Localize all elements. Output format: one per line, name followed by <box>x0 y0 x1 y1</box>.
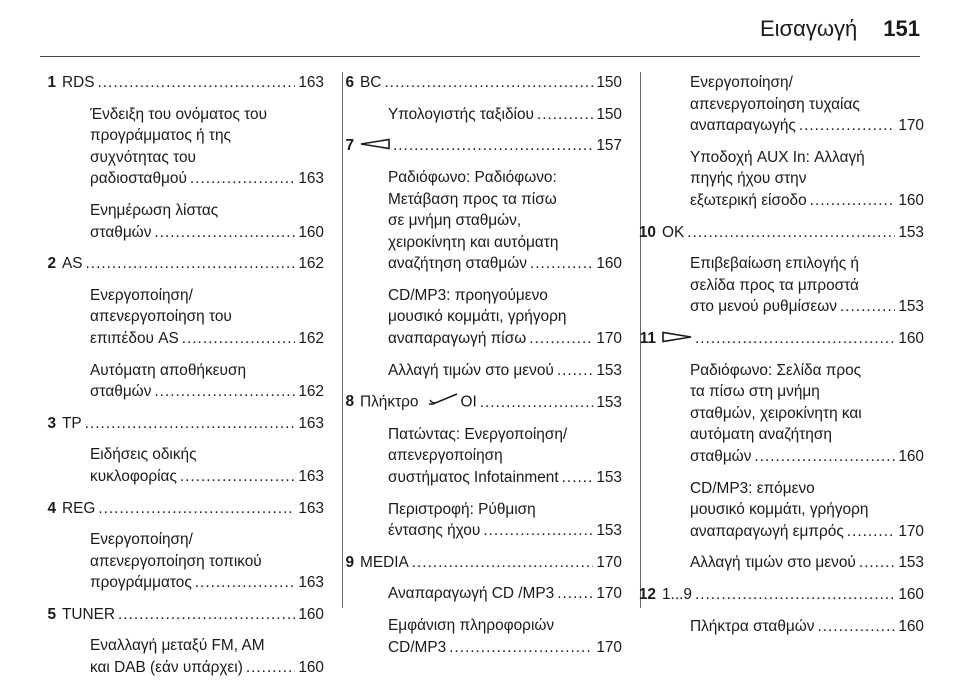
entry-line <box>662 222 924 244</box>
entry-label <box>90 222 151 244</box>
entry-label-text: CD/MP3 <box>388 638 447 656</box>
leader-dots <box>182 328 296 350</box>
leader-dots <box>557 360 594 382</box>
item-number: 12 <box>638 586 656 604</box>
entry-label <box>690 115 796 137</box>
entry-label-text: MEDIA <box>360 553 409 571</box>
page-reference: 153 <box>898 554 924 572</box>
section-title: Εισαγωγή <box>760 16 858 41</box>
entry-line <box>690 190 924 212</box>
entry-label-suffix: OI <box>460 393 477 411</box>
entry-label-text: έντασης ήχου <box>388 522 481 540</box>
entry-line <box>360 552 622 574</box>
entry-label <box>662 328 692 350</box>
right-triangle-icon <box>662 328 692 350</box>
leader-dots <box>412 552 594 574</box>
entry-line <box>388 360 622 382</box>
entry-label <box>388 360 554 382</box>
entry-line <box>690 296 924 318</box>
entry-line <box>388 253 622 275</box>
entry-label-text: σταθμών <box>690 448 752 466</box>
entry-label <box>62 413 82 435</box>
entry-line <box>360 135 622 157</box>
entry-text-line: σε μνήμη σταθμών, <box>388 212 522 230</box>
entry-line <box>62 253 324 275</box>
page-reference: 160 <box>898 191 924 209</box>
index-item <box>47 413 324 435</box>
entry-text-line: απενεργοποίηση <box>388 447 503 465</box>
page-reference: 153 <box>596 361 622 379</box>
entry-label-text: Πλήκτρο <box>360 393 419 411</box>
entry-label <box>360 391 477 414</box>
entry-text-line: Μετάβαση προς τα πίσω <box>388 190 557 208</box>
entry-line <box>90 657 324 679</box>
entry-text-line: απενεργοποίηση του <box>90 308 232 326</box>
item-number: 11 <box>639 329 656 347</box>
entry-label-text: TUNER <box>62 605 116 623</box>
leader-dots <box>695 328 895 350</box>
index-subitem <box>388 167 622 275</box>
entry-label <box>90 657 243 679</box>
entry-text-line: Πατώντας: Ενεργοποίηση/ <box>388 425 568 443</box>
entry-label-text: AS <box>62 255 83 273</box>
entry-label-text: OK <box>662 223 685 241</box>
index-subitem <box>388 583 622 605</box>
entry-label-text: προγράμματος <box>90 574 192 592</box>
entry-line <box>690 521 924 543</box>
page-reference: 153 <box>898 223 924 241</box>
entry-label-text: Αλλαγή τιμών στο μενού <box>690 554 856 572</box>
entry-label-text: Αναπαραγωγή CD /MP3 <box>388 585 555 603</box>
page-reference: 153 <box>898 298 924 316</box>
index-subitem <box>690 253 924 318</box>
index-subitem <box>690 147 924 212</box>
entry-text-line: πηγής ήχου στην <box>690 170 807 188</box>
entry-text-line: Αυτόματη αποθήκευση <box>90 361 247 379</box>
entry-line <box>388 104 622 126</box>
entry-label-text: BC <box>360 74 382 91</box>
index-subitem <box>90 200 324 243</box>
page-reference: 157 <box>596 137 622 155</box>
entry-text-line: Ένδειξη του ονόματος του <box>90 105 267 123</box>
entry-text-line: μουσικό κομμάτι, γρήγορη <box>388 308 567 326</box>
entry-line <box>360 72 622 94</box>
entry-line <box>690 115 924 137</box>
page-reference: 170 <box>596 330 622 348</box>
index-subitem <box>388 499 622 542</box>
entry-label-text: αναπαραγωγή πίσω <box>388 330 527 348</box>
leader-dots <box>393 135 593 157</box>
leader-dots <box>817 616 895 638</box>
entry-label <box>662 222 684 244</box>
index-item <box>638 584 924 606</box>
leader-dots <box>687 222 895 244</box>
entry-label <box>690 190 807 212</box>
index-subitem <box>90 444 324 487</box>
item-number: 8 <box>345 393 354 411</box>
entry-label-text: αναπαραγωγή εμπρός <box>690 522 844 540</box>
entry-label-text: αναζήτηση σταθμών <box>388 255 527 273</box>
page-reference: 160 <box>298 659 324 677</box>
entry-text-line: Ενεργοποίηση/ <box>90 286 193 304</box>
entry-text-line: Ενεργοποίηση/ <box>690 74 793 91</box>
leader-dots <box>195 572 296 594</box>
index-item <box>47 72 324 94</box>
entry-line <box>388 583 622 605</box>
item-number: 1 <box>47 74 56 91</box>
entry-label <box>388 253 527 275</box>
entry-label <box>690 552 856 574</box>
entry-label-text: εξωτερική είσοδο <box>690 191 807 209</box>
page-reference: 162 <box>298 255 324 273</box>
entry-line <box>62 72 324 94</box>
entry-text-line: σταθμών, χειροκίνητη και <box>690 404 862 422</box>
entry-line <box>388 467 622 489</box>
page-reference: 163 <box>298 170 324 188</box>
entry-label-text: 1...9 <box>662 586 692 604</box>
leader-dots <box>859 552 896 574</box>
leader-dots <box>537 104 593 126</box>
page-reference: 153 <box>596 522 622 540</box>
page-reference: 170 <box>596 553 622 571</box>
entry-label <box>62 253 83 275</box>
entry-line <box>662 584 924 606</box>
leader-dots <box>154 381 295 403</box>
entry-label <box>690 521 844 543</box>
page-header <box>760 16 920 42</box>
leader-dots <box>86 253 296 275</box>
entry-line <box>62 498 324 520</box>
item-number: 2 <box>47 255 56 273</box>
index-subitem <box>690 72 924 137</box>
entry-line <box>690 616 924 638</box>
index-subitem <box>388 360 622 382</box>
leader-dots <box>557 583 593 605</box>
item-number: 9 <box>345 553 354 571</box>
entry-line <box>388 520 622 542</box>
entry-label-text: σταθμών <box>90 223 152 241</box>
entry-text-line: χειροκίνητη και αυτόματη <box>388 233 559 251</box>
page-reference: 150 <box>596 74 622 91</box>
entry-text-line: τα πίσω στη μνήμη <box>690 383 820 401</box>
page-reference: 163 <box>298 414 324 432</box>
page-reference: 160 <box>898 617 924 635</box>
entry-line <box>62 413 324 435</box>
index-subitem <box>388 104 622 126</box>
index-subitem <box>690 360 924 468</box>
index-item <box>47 604 324 626</box>
entry-label <box>388 520 480 542</box>
entry-text-line: συχνότητας του <box>90 148 196 166</box>
entry-label <box>388 467 559 489</box>
page-reference: 170 <box>898 522 924 540</box>
item-number: 10 <box>638 223 656 241</box>
page-reference: 160 <box>898 329 924 347</box>
leader-dots <box>480 392 594 414</box>
entry-text-line: αυτόματη αναζήτηση <box>690 426 832 444</box>
page-reference: 163 <box>298 467 324 485</box>
entry-label-text: ραδιοσταθμού <box>90 170 187 188</box>
item-number: 3 <box>47 414 56 432</box>
entry-line <box>388 328 622 350</box>
entry-text-line: προγράμματος ή της <box>90 127 231 145</box>
leader-dots <box>98 72 296 94</box>
leader-dots <box>810 190 896 212</box>
page-number: 151 <box>883 16 920 41</box>
index-subitem <box>90 529 324 594</box>
page-reference: 160 <box>898 586 924 604</box>
item-number: 6 <box>345 74 354 91</box>
item-number: 5 <box>47 605 56 623</box>
leader-dots <box>695 584 895 606</box>
page-reference: 170 <box>898 117 924 135</box>
entry-text-line: Ραδιόφωνο: Σελίδα προς <box>690 361 862 379</box>
leader-dots <box>847 521 896 543</box>
entry-text-line: Εναλλαγή μεταξύ FM, AM <box>90 637 265 655</box>
entry-label <box>62 604 115 626</box>
page-reference: 160 <box>298 223 324 241</box>
page-reference: 150 <box>596 105 622 123</box>
entry-label <box>360 135 390 157</box>
leader-dots <box>840 296 895 318</box>
entry-text-line: CD/MP3: επόμενο <box>690 479 815 497</box>
entry-label-text: επιπέδου AS <box>90 329 179 347</box>
entry-label-text: TP <box>62 414 82 432</box>
index-subitem <box>90 360 324 403</box>
entry-text-line: Υποδοχή AUX In: Αλλαγή <box>690 148 865 166</box>
entry-label-text: αναπαραγωγής <box>690 117 796 135</box>
entry-label <box>62 72 95 94</box>
leader-dots <box>98 498 295 520</box>
entry-label-text: στο μενού ρυθμίσεων <box>690 298 837 316</box>
index-column-2 <box>345 72 622 668</box>
entry-line <box>690 552 924 574</box>
entry-label <box>388 637 446 659</box>
leader-dots <box>799 115 895 137</box>
entry-text-line: μουσικό κομμάτι, γρήγορη <box>690 501 869 519</box>
entry-label <box>90 381 151 403</box>
entry-label <box>90 168 187 190</box>
index-subitem <box>90 104 324 190</box>
entry-text-line: CD/MP3: προηγούμενο <box>388 286 548 304</box>
entry-label-text: Αλλαγή τιμών στο μενού <box>388 361 554 379</box>
index-item <box>47 498 324 520</box>
page-reference: 163 <box>298 574 324 592</box>
index-item <box>345 135 622 157</box>
entry-text-line: απενεργοποίηση τυχαίας <box>690 95 860 113</box>
index-item <box>345 552 622 574</box>
leader-dots <box>562 467 594 489</box>
index-subitem <box>388 615 622 658</box>
index-column-1 <box>47 72 324 689</box>
index-item <box>345 72 622 94</box>
entry-text-line: Ενημέρωση λίστας <box>90 201 219 219</box>
entry-label-text: REG <box>62 499 96 517</box>
leader-dots <box>384 72 593 94</box>
entry-label <box>690 446 751 468</box>
entry-label <box>90 328 179 350</box>
entry-line <box>388 637 622 659</box>
entry-label <box>662 584 692 606</box>
entry-label <box>690 616 814 638</box>
entry-label <box>62 498 95 520</box>
entry-label <box>388 104 534 126</box>
entry-label-text: Πλήκτρα σταθμών <box>690 617 815 635</box>
entry-label <box>690 296 837 318</box>
page-reference: 170 <box>596 585 622 603</box>
index-column-3 <box>638 72 924 647</box>
entry-text-line: σελίδα προς τα μπροστά <box>690 276 859 294</box>
leader-dots <box>85 413 296 435</box>
leader-dots <box>483 520 593 542</box>
entry-text-line: Εμφάνιση πληροφοριών <box>388 617 555 635</box>
leader-dots <box>246 657 295 679</box>
index-subitem <box>690 478 924 543</box>
entry-label-text: και DAB (εάν υπάρχει) <box>90 659 243 677</box>
entry-text-line: Ειδήσεις οδικής <box>90 446 197 464</box>
leader-dots <box>529 328 593 350</box>
page-reference: 162 <box>298 329 324 347</box>
index-item <box>638 222 924 244</box>
leader-dots <box>190 168 295 190</box>
leader-dots <box>180 466 295 488</box>
entry-line <box>90 466 324 488</box>
leader-dots <box>118 604 295 626</box>
leader-dots <box>449 637 593 659</box>
page-reference: 160 <box>298 605 324 623</box>
left-triangle-icon <box>360 135 390 157</box>
phone-off-icon <box>426 391 460 414</box>
entry-label <box>388 583 554 605</box>
page-reference: 163 <box>298 499 324 517</box>
entry-line <box>90 572 324 594</box>
leader-dots <box>154 222 295 244</box>
entry-text-line: Ενεργοποίηση/ <box>90 531 193 549</box>
index-item <box>639 328 924 350</box>
entry-label <box>90 572 192 594</box>
entry-line <box>62 604 324 626</box>
leader-dots <box>754 446 895 468</box>
entry-line <box>90 328 324 350</box>
entry-text-line: Περιστροφή: Ρύθμιση <box>388 500 536 518</box>
entry-text-line: Ραδιόφωνο: Ραδιόφωνο: <box>388 168 557 186</box>
entry-text-line: Επιβεβαίωση επιλογής ή <box>690 255 859 273</box>
page-reference: 163 <box>298 74 324 91</box>
page-reference: 153 <box>596 393 622 411</box>
index-subitem <box>388 285 622 350</box>
page-reference: 153 <box>596 469 622 487</box>
index-item <box>345 391 622 414</box>
entry-line <box>690 446 924 468</box>
entry-label-text: Υπολογιστής ταξιδίου <box>388 105 534 123</box>
index-subitem <box>90 285 324 350</box>
index-subitem <box>388 424 622 489</box>
index-item <box>47 253 324 275</box>
entry-label <box>90 466 177 488</box>
entry-label-text: σταθμών <box>90 383 152 401</box>
entry-line <box>90 381 324 403</box>
entry-label <box>388 328 526 350</box>
page-reference: 160 <box>898 448 924 466</box>
page-reference: 160 <box>596 255 622 273</box>
item-number: 4 <box>47 499 56 517</box>
header-rule <box>40 56 920 57</box>
entry-line <box>360 391 622 414</box>
entry-label-text: RDS <box>62 74 95 91</box>
index-subitem <box>690 616 924 638</box>
item-number: 7 <box>345 137 354 155</box>
entry-text-line: απενεργοποίηση τοπικού <box>90 552 262 570</box>
page-reference: 162 <box>298 383 324 401</box>
entry-line <box>662 328 924 350</box>
leader-dots <box>530 253 593 275</box>
entry-label-text: συστήματος Infotainment <box>388 469 559 487</box>
entry-line <box>90 222 324 244</box>
entry-line <box>90 168 324 190</box>
entry-label <box>360 552 409 574</box>
entry-label-text: κυκλοφορίας <box>90 467 177 485</box>
index-subitem <box>690 552 924 574</box>
page-reference: 170 <box>596 638 622 656</box>
entry-label <box>360 72 381 94</box>
